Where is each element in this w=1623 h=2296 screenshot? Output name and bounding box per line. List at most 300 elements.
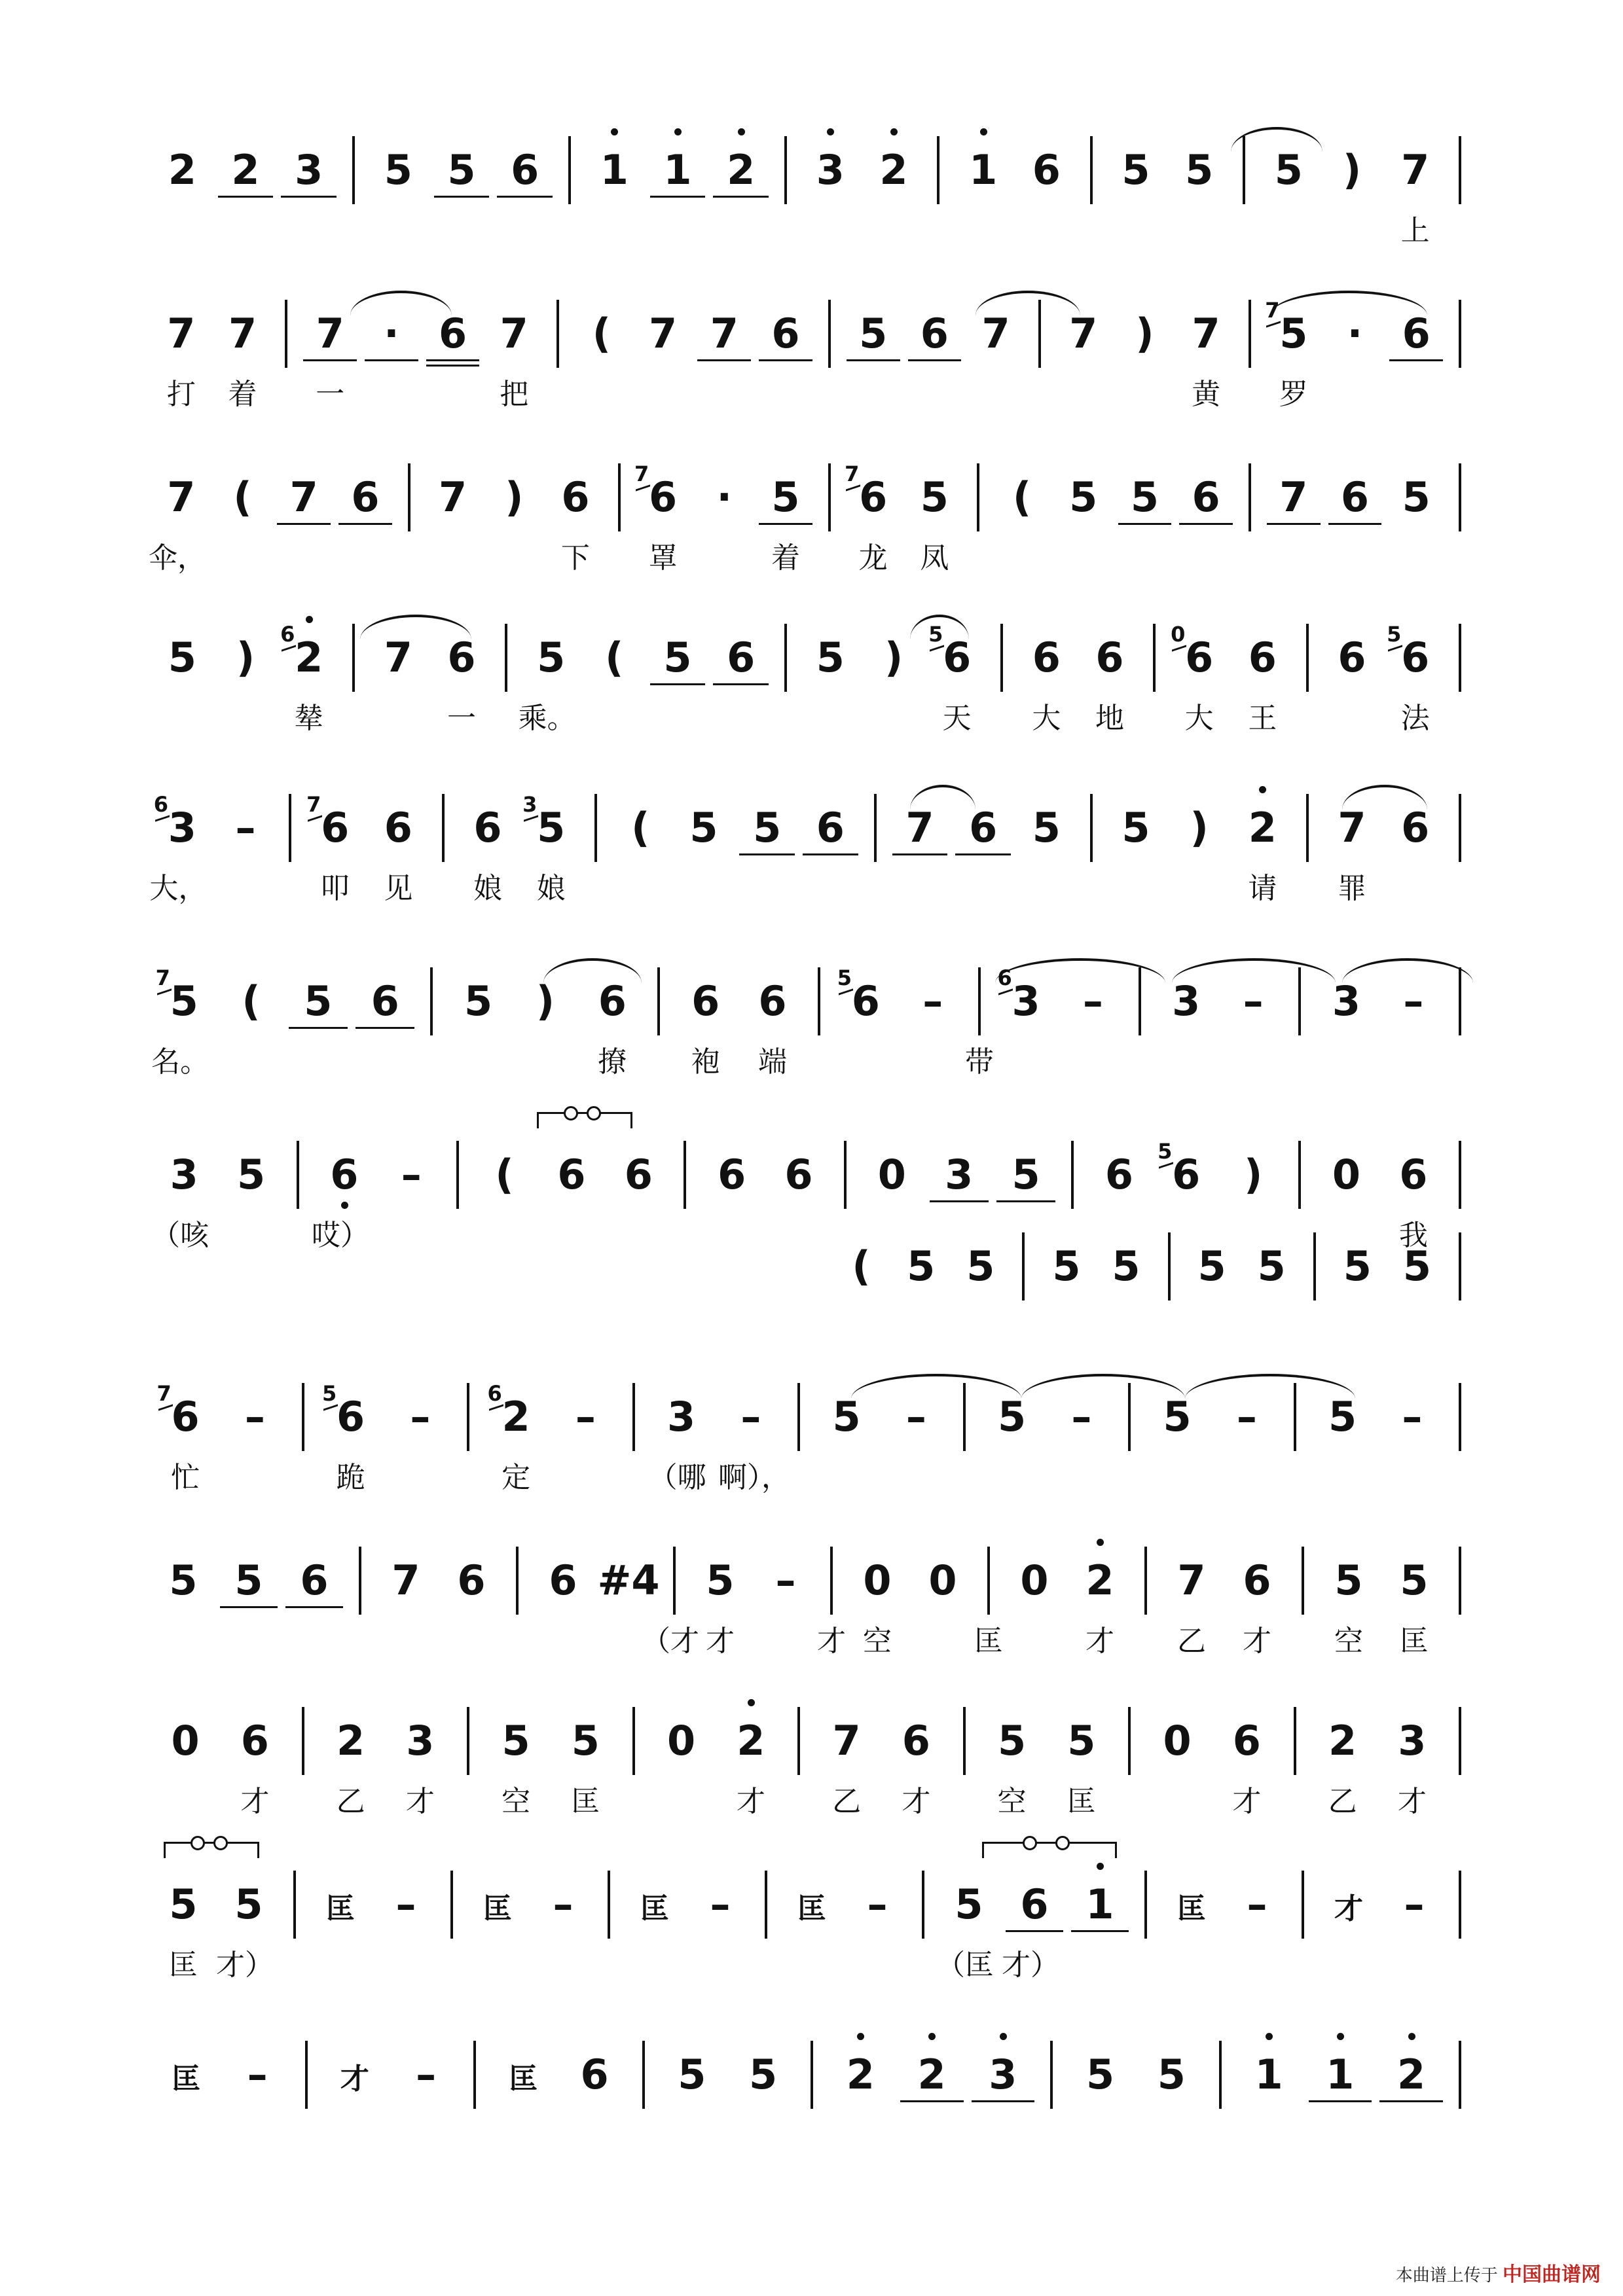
note (335, 458, 396, 537)
footer-upload-text: 本曲谱上传于 (1395, 2265, 1498, 2285)
barline (1090, 794, 1093, 862)
note-digit: 5 (966, 1242, 995, 1290)
underline-eighth (426, 359, 480, 361)
note (1002, 1541, 1067, 1620)
underline-eighth (434, 196, 490, 198)
lyric-char: 着 (228, 378, 257, 411)
underline-eighth (1309, 2100, 1372, 2102)
note (1316, 1541, 1381, 1620)
barline (642, 2041, 645, 2109)
note-digit: 5 7 (1265, 298, 1308, 357)
note-digit: 3 (1332, 977, 1361, 1025)
note-digit: 3 (1172, 977, 1201, 1025)
note (1104, 131, 1168, 209)
note (1313, 1136, 1379, 1214)
dash-extension (1224, 1865, 1290, 1944)
underline-eighth (497, 196, 553, 198)
note-digit: 2 6 (295, 619, 323, 697)
octave-dot-above (857, 2033, 864, 2040)
barline (937, 136, 939, 204)
note-digit: 6 (1020, 1880, 1049, 1928)
note (216, 1865, 282, 1944)
note-digit: 6 (1032, 146, 1061, 194)
note-digit: 5 (1157, 2051, 1186, 2098)
underline-eighth (713, 683, 769, 685)
barline (442, 794, 445, 862)
note-digit: 7 (289, 473, 318, 521)
barline (516, 1547, 519, 1615)
note (632, 295, 694, 373)
barline (467, 1383, 469, 1451)
note-digit: – (775, 1556, 796, 1604)
note-digit: – (235, 804, 256, 852)
lyric-char: 啊）， (718, 1461, 790, 1494)
barline (1459, 794, 1461, 862)
note (1104, 789, 1168, 867)
barline (302, 1383, 304, 1451)
underline-eighth (1379, 2100, 1443, 2102)
underline-eighth (955, 853, 1011, 855)
note (299, 295, 361, 373)
note-digit: 5 (1274, 146, 1303, 194)
underline-eighth (1118, 523, 1172, 525)
note (709, 619, 773, 697)
lyric-char: 才） (1002, 1948, 1059, 1982)
barline (1459, 463, 1461, 531)
lyric-char: 辇 (294, 702, 323, 735)
note-digit: 6 5 (1387, 622, 1430, 681)
note (519, 789, 583, 867)
note (1067, 1865, 1133, 1944)
note-digit: 2 (847, 2036, 875, 2114)
note-digit: ( (242, 977, 261, 1025)
barline (673, 1547, 676, 1615)
note (926, 1136, 993, 1214)
barline (1459, 1871, 1461, 1939)
barline (765, 1871, 767, 1939)
lyric-char: 伞， (148, 541, 206, 575)
underline-eighth (281, 196, 337, 198)
note (538, 1136, 605, 1214)
note-digit: #4 (597, 1556, 660, 1604)
lyric-char: 乙 (1177, 1624, 1206, 1658)
note-digit: ) (236, 634, 255, 681)
note (151, 1541, 216, 1620)
barline (978, 967, 981, 1035)
note-digit: · (716, 473, 733, 521)
lyric-char: 天 (942, 702, 972, 735)
note-digit: 5 (1032, 804, 1061, 852)
barline (408, 463, 410, 531)
note-digit: – (1082, 977, 1103, 1025)
lyric-char: 匡 (1067, 1785, 1096, 1818)
barline (1459, 1232, 1461, 1300)
note-digit: – (740, 1393, 761, 1441)
percussion-syllable (465, 1865, 530, 1944)
note-digit: 5 (907, 1242, 936, 1290)
note-digit: 0 (1163, 1717, 1192, 1765)
underline-eighth (803, 853, 858, 855)
note-digit: – (1403, 977, 1424, 1025)
note-digit: ( (592, 310, 611, 357)
lyric-char: 请 (1248, 872, 1277, 905)
note (1376, 2036, 1447, 2114)
barline (632, 1383, 635, 1451)
grace-note: 5 (837, 965, 852, 990)
note (832, 962, 899, 1041)
note (904, 458, 966, 537)
note (1167, 131, 1231, 209)
note (439, 1541, 504, 1620)
note-digit: 5 (1122, 146, 1150, 194)
lyric-char: 才 (902, 1785, 931, 1818)
note-digit: 6 (816, 804, 845, 852)
note (716, 1702, 786, 1780)
note (605, 1136, 672, 1214)
barline (1306, 624, 1309, 692)
paren (212, 458, 274, 537)
note (647, 1378, 716, 1456)
note-digit: 5 (169, 1556, 198, 1604)
note (1142, 1702, 1212, 1780)
accompaniment-note (1182, 1227, 1242, 1306)
octave-dot-above (1097, 1539, 1104, 1546)
lyric-char: 袍 (691, 1045, 720, 1079)
barline (456, 1141, 459, 1209)
lyric-char: 大 (1032, 702, 1061, 735)
barline (1459, 2041, 1461, 2109)
note-digit: – (1247, 1880, 1267, 1928)
lyric-char: 罗 (1279, 378, 1308, 411)
bracket-mark (537, 1112, 632, 1128)
underline-eighth (908, 359, 962, 361)
note-digit: 6 (351, 473, 380, 521)
barline (450, 1871, 453, 1939)
note-digit: 1 (969, 131, 997, 209)
score-line (0, 458, 1623, 589)
underline-eighth (713, 196, 769, 198)
note (481, 1702, 551, 1780)
lyric-char: 见 (384, 872, 413, 905)
note-digit: – (401, 1151, 422, 1198)
note-digit: 2 (337, 1717, 365, 1765)
underline-eighth (218, 196, 274, 198)
note-digit: 6 (624, 1151, 653, 1198)
circle-mark (564, 1106, 578, 1121)
underline-eighth (1328, 523, 1382, 525)
bracket-mark (164, 1842, 259, 1858)
barline (1459, 1141, 1461, 1209)
note-digit: 6 (691, 977, 720, 1025)
barline (1144, 1871, 1147, 1939)
barline (830, 1547, 833, 1615)
octave-dot-below (341, 1202, 348, 1209)
note (881, 1702, 951, 1780)
lyric-char: 才 (1243, 1624, 1271, 1658)
note-digit: 6 (1104, 1151, 1133, 1198)
underline-eighth (697, 359, 751, 361)
note-digit: 6 5 (322, 1381, 365, 1441)
score-line (0, 962, 1623, 1093)
underline-eighth (303, 359, 357, 361)
note-digit: 5 (955, 1880, 983, 1928)
barline (1168, 1232, 1171, 1300)
note-digit: 3 (170, 1151, 198, 1198)
circle-mark (1023, 1836, 1037, 1850)
note (285, 962, 352, 1041)
barline (1128, 1707, 1131, 1775)
accompaniment-note (1387, 1227, 1447, 1306)
barline (784, 136, 787, 204)
note-digit: 6 (300, 1556, 329, 1604)
note-digit: 7 (710, 310, 739, 357)
lyric-char: 才 (240, 1785, 270, 1818)
note-digit: 5 (1197, 1242, 1226, 1290)
note-digit: 2 (168, 146, 196, 194)
note-digit: 5 (304, 977, 333, 1025)
underline-eighth (759, 359, 812, 361)
percussion-syllable (488, 2036, 559, 2114)
lyric-char: 匡 (974, 1624, 1003, 1658)
underline-eighth (972, 2100, 1035, 2102)
note (812, 1702, 881, 1780)
octave-dot-above (674, 128, 682, 135)
note-digit: 5 (689, 804, 718, 852)
circle-mark (587, 1106, 601, 1121)
accompaniment-note (1036, 1227, 1096, 1306)
note-digit: ( (495, 1151, 514, 1198)
note-digit: 6 (1243, 1556, 1271, 1604)
note (735, 789, 799, 867)
lyric-char: 才 (1397, 1785, 1427, 1818)
note-digit: – (244, 1393, 265, 1441)
note (1385, 458, 1447, 537)
note (151, 131, 214, 209)
barline (1000, 624, 1003, 692)
paren (483, 458, 545, 537)
note (277, 131, 340, 209)
paren (571, 295, 632, 373)
grace-note: 5 (1158, 1139, 1173, 1164)
underline-eighth (356, 1027, 414, 1029)
dash-extension (753, 1541, 818, 1620)
barline (828, 300, 831, 368)
score-line (0, 1865, 1623, 1996)
dash-extension (1381, 1865, 1447, 1944)
note-digit: 1 (600, 131, 629, 209)
note (430, 131, 494, 209)
note-digit: 1 (1085, 1865, 1114, 1944)
note-digit: 3 (989, 2036, 1017, 2114)
barline (784, 624, 787, 692)
note-digit: 7 (1192, 310, 1220, 357)
note (212, 295, 274, 373)
octave-dot-above (1097, 1863, 1104, 1870)
grace-note: 6 (280, 622, 295, 647)
note (1167, 619, 1231, 697)
octave-dot-above (1000, 2033, 1007, 2040)
dash-extension (1377, 1378, 1447, 1456)
octave-dot-above (748, 1699, 755, 1706)
note-digit: 5 (1052, 1242, 1081, 1290)
underline-eighth (220, 1606, 278, 1608)
lyric-char: 乘。 (518, 702, 576, 735)
barline (818, 967, 820, 1035)
note-digit: 6 (384, 804, 412, 852)
note-digit: 6 (330, 1136, 358, 1214)
barline (285, 300, 287, 368)
percussion-syllable (693, 458, 755, 537)
lyric-char: 娘 (473, 872, 502, 905)
octave-dot-above (306, 616, 313, 623)
note-digit: 6 (1032, 634, 1061, 681)
note-digit: 7 (649, 310, 678, 357)
note-digit: 0 (928, 1556, 957, 1604)
octave-dot-above (738, 128, 745, 135)
note (530, 1541, 596, 1620)
note-digit: ( (605, 634, 624, 681)
note-digit: 7 (439, 473, 467, 521)
note (755, 458, 816, 537)
note-digit: 5 (1185, 146, 1214, 194)
note-digit: 6 (561, 473, 590, 521)
note-digit: 5 (832, 1393, 861, 1441)
barline (1071, 1141, 1074, 1209)
note-digit: 5 (998, 1393, 1027, 1441)
note-digit: 5 (1069, 473, 1098, 521)
barline (987, 1547, 990, 1615)
note-digit: 0 (863, 1556, 892, 1604)
note-digit: – (1071, 1393, 1092, 1441)
percussion-syllable (1316, 1865, 1381, 1944)
note-digit: – (1243, 977, 1264, 1025)
lyric-char: 空 (1334, 1624, 1363, 1658)
note-digit: 5 (753, 804, 782, 852)
lyric-char: 大 (1184, 702, 1214, 735)
circle-mark (1055, 1836, 1070, 1850)
note-digit: 6 7 (845, 461, 888, 521)
lyric-char: 才 (1232, 1785, 1262, 1818)
grace-note: 5 (928, 622, 943, 647)
note-digit: 5 (1328, 1393, 1357, 1441)
barline (608, 1871, 610, 1939)
circle-mark (191, 1836, 205, 1850)
lyric-char: 罪 (1338, 872, 1366, 905)
barline (1298, 1141, 1301, 1209)
barline (811, 2041, 813, 2109)
dash-extension (386, 1378, 455, 1456)
note (151, 458, 212, 537)
note (352, 962, 418, 1041)
note-digit: 6 (771, 310, 800, 357)
lyric-char: 凤 (920, 541, 949, 575)
note (755, 295, 816, 373)
note-digit: 5 (1122, 804, 1150, 852)
note (1308, 1702, 1377, 1780)
lyric-char: 空 (501, 1785, 531, 1818)
lyric-char: 才 (405, 1785, 435, 1818)
note (904, 295, 966, 373)
note-digit: 5 (501, 1717, 530, 1765)
note-digit: 匡 (172, 2062, 201, 2096)
note-digit: 3 (816, 131, 845, 209)
note-digit: ) (1190, 804, 1209, 852)
note-digit: 7 (1177, 1556, 1206, 1604)
note-digit: 6 (439, 310, 467, 357)
lyric-char: 把 (500, 378, 529, 411)
barline (289, 794, 291, 862)
lyric-char: 名。 (151, 1045, 210, 1079)
score-line (0, 1242, 1623, 1509)
note (647, 1702, 716, 1780)
lyric-char: 匡 (169, 1948, 198, 1982)
octave-dot-above (980, 128, 987, 135)
note (1212, 1702, 1281, 1780)
score-line (0, 2036, 1623, 2166)
underline-eighth (1071, 1930, 1129, 1932)
note-digit: 2 (1397, 2036, 1425, 2114)
note (367, 131, 430, 209)
note (709, 131, 773, 209)
underline-eighth (1389, 359, 1443, 361)
note-digit: 6 7 (156, 1381, 200, 1441)
note-digit: – (410, 1393, 431, 1441)
note (545, 458, 606, 537)
note-digit: – (1236, 1393, 1257, 1441)
lyric-char: 王 (1248, 702, 1277, 735)
lyric-char: 打 (166, 378, 196, 411)
percussion-syllable (622, 1865, 687, 1944)
note (862, 131, 926, 209)
note (386, 1702, 455, 1780)
note-digit: 2 (737, 1702, 765, 1780)
score-line (0, 619, 1623, 749)
note (843, 295, 904, 373)
lyric-char: 忙 (171, 1461, 200, 1494)
paren (1114, 295, 1176, 373)
underline-eighth (759, 523, 812, 525)
barline (352, 624, 355, 692)
barline (1249, 463, 1251, 531)
note-digit: ) (536, 977, 555, 1025)
barline (293, 1871, 296, 1939)
octave-dot-above (1259, 786, 1266, 793)
note-digit: 6 (473, 804, 502, 852)
note-digit: 6 (1338, 634, 1366, 681)
note (825, 2036, 896, 2114)
note (316, 1378, 386, 1456)
note-digit: 7 (832, 1717, 861, 1765)
underline-eighth (338, 523, 392, 525)
note-digit: 3 6 (153, 792, 196, 852)
note-digit: 匡 (640, 1892, 669, 1926)
note-digit: 才 (1334, 1892, 1363, 1926)
barline (1144, 1547, 1147, 1615)
note (367, 789, 430, 867)
lyric-char: （哪 (648, 1461, 706, 1494)
note-digit: ) (505, 473, 524, 521)
paren (1167, 789, 1231, 867)
lyric-char: 下 (560, 541, 590, 575)
note-digit: 5 3 (522, 792, 566, 852)
note-digit: 5 (447, 146, 476, 194)
note-digit: – (575, 1393, 596, 1441)
underline-sixteenth (426, 365, 480, 367)
barline (1306, 794, 1309, 862)
note (273, 458, 335, 537)
note-digit: – (922, 977, 943, 1025)
note (456, 789, 520, 867)
